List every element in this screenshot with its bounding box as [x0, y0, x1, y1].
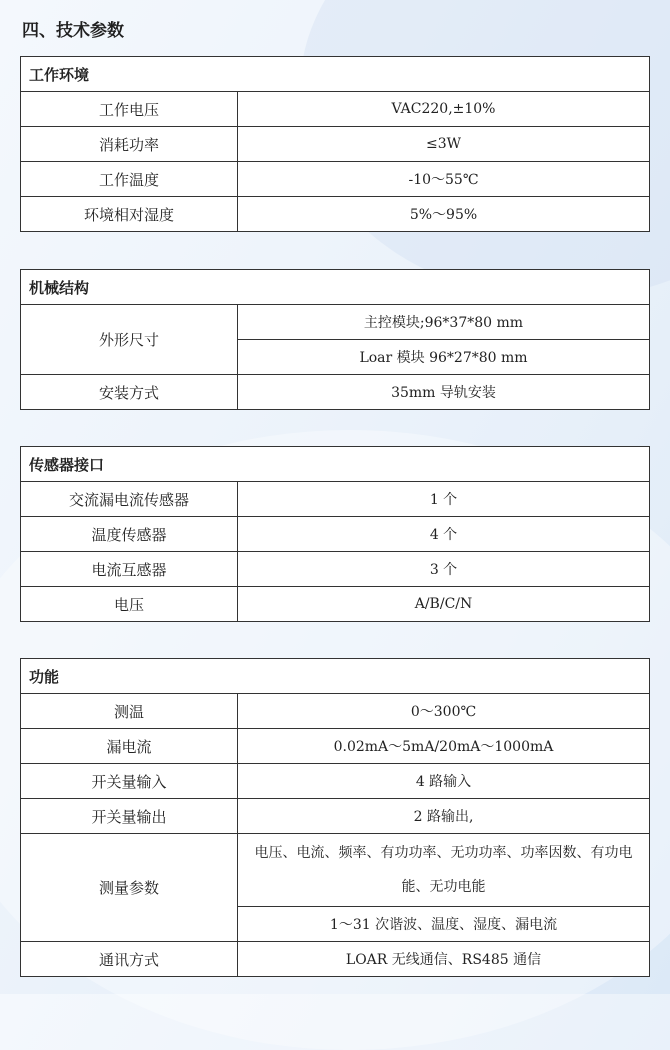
table-title: 机械结构 [21, 270, 650, 305]
row-label: 安装方式 [21, 375, 238, 410]
row-value: VAC220,±10% [238, 92, 650, 127]
row-value: 0.02mA～5mA/20mA～1000mA [238, 729, 650, 764]
spec-table-environment [20, 56, 650, 232]
table-row [21, 764, 650, 799]
spec-table-mechanical [20, 269, 650, 410]
table-row [21, 942, 650, 977]
row-label: 开关量输出 [21, 799, 238, 834]
row-value: 1～31 次谐波、温度、湿度、漏电流 [238, 907, 650, 942]
row-label: 通讯方式 [21, 942, 238, 977]
row-value: -10～55℃ [238, 162, 650, 197]
row-value: 2 路输出, [238, 799, 650, 834]
table-row [21, 552, 650, 587]
table-row [21, 162, 650, 197]
section-heading: 四、技术参数 [22, 21, 124, 41]
row-value: 1 个 [238, 482, 650, 517]
row-label: 测温 [21, 694, 238, 729]
row-label: 工作电压 [21, 92, 238, 127]
table-row [21, 834, 650, 907]
row-label: 工作温度 [21, 162, 238, 197]
table-row [21, 127, 650, 162]
row-value: 5%～95% [238, 197, 650, 232]
table-row [21, 587, 650, 622]
table-row [21, 729, 650, 764]
row-value: 4 路输入 [238, 764, 650, 799]
row-value: ≤3W [238, 127, 650, 162]
table-row [21, 482, 650, 517]
row-label: 电压 [21, 587, 238, 622]
row-label: 电流互感器 [21, 552, 238, 587]
row-label: 消耗功率 [21, 127, 238, 162]
table-row [21, 375, 650, 410]
row-value: Loar 模块 96*27*80 mm [238, 340, 650, 375]
row-label: 环境相对湿度 [21, 197, 238, 232]
table-title: 工作环境 [21, 57, 650, 92]
row-label: 漏电流 [21, 729, 238, 764]
spec-table-sensors [20, 446, 650, 622]
table-title: 传感器接口 [21, 447, 650, 482]
table-row [21, 197, 650, 232]
row-label: 测量参数 [21, 834, 238, 942]
table-row [21, 694, 650, 729]
row-label: 开关量输入 [21, 764, 238, 799]
row-value: 35mm 导轨安装 [238, 375, 650, 410]
row-value: 3 个 [238, 552, 650, 587]
row-label: 温度传感器 [21, 517, 238, 552]
row-label: 外形尺寸 [21, 305, 238, 375]
table-title: 功能 [21, 659, 650, 694]
row-value: 主控模块;96*37*80 mm [238, 305, 650, 340]
row-value: A/B/C/N [238, 587, 650, 622]
table-row [21, 799, 650, 834]
spec-table-functions [20, 658, 650, 977]
row-label: 交流漏电流传感器 [21, 482, 238, 517]
row-value: 电压、电流、频率、有功功率、无功功率、功率因数、有功电能、无功电能 [254, 845, 633, 895]
table-row [21, 305, 650, 340]
table-row [21, 92, 650, 127]
row-value: LOAR 无线通信、RS485 通信 [238, 942, 650, 977]
table-row [21, 517, 650, 552]
row-value: 4 个 [238, 517, 650, 552]
row-value: 0～300℃ [238, 694, 650, 729]
